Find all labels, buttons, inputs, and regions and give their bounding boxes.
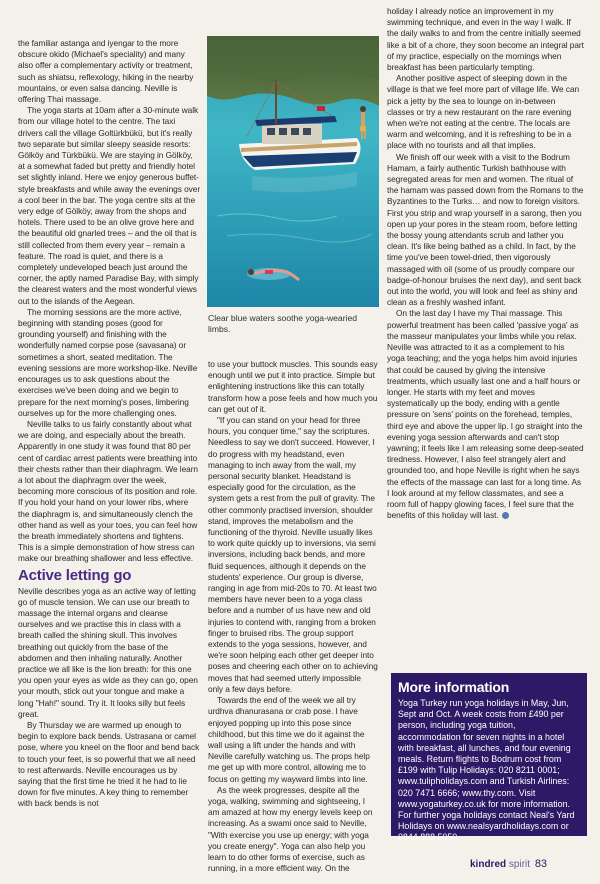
article-column-3	[387, 6, 584, 521]
paragraph: holiday I already notice an improvement in my swimming technique, and even in the way I walk. If the daily walks to and from the centre initially seemed like a bit of a chore, they soon become an integral part of my practice, especially on the mornings when breakfast has been particularly tempting.	[387, 6, 584, 73]
paragraph: Another positive aspect of sleeping down in the village is that we feel more part of village life. We can pick a jetty by the sea to lounge on in-between classes or try a new restaurant on the rare evening when we're not eating at the centre. The locals are warm and welcoming, and it is refreshing to be in a place with no tourists and all that implies.	[387, 73, 580, 151]
paragraph: Towards the end of the week we all try urdhva dhanurasana or crab pose. I have enjoyed popping up into this pose since childhood, but this time we do it against the wall using a lift under the hands and with Neville carefully watching us. The props help me get up with more control, allowing me to focus on getting my wayward limbs into line.	[208, 695, 370, 784]
end-of-article-icon	[502, 512, 509, 519]
more-information-box	[391, 673, 587, 843]
paragraph: The morning sessions are the more active, beginning with standing poses (good for grounding yourself) and finishing with the wonderfully named corpse pose (savasana) or sometimes a short, seated meditation. The evening sessions are more workshop-like. Neville encourages us to ask questions about the exercises we've been doing and we begin to prepare for the next morning's poses, limbering ourselves up for the more challenging ones.	[18, 306, 198, 418]
article-column-1	[18, 38, 201, 810]
section-heading: Active letting go	[18, 566, 132, 584]
info-box-text: Yoga Turkey run yoga holidays in May, Jun, Sept and Oct. A week costs from £490 per person, including yoga tuition, accommodation for seven nights in a hotel with breakfast, all lunches, and four evening meals. Return flights to Bodrum cost from £199 with Tulip Holidays: 020 8211 0001; www.tulipholidays.com and Turkish Airlines: 020 7471 6666; www.thy.com. Visit www.yogaturkey.co.uk for more information. For further yoga holidays contact Neal's Yard Holidays on www.nealsyardholidays.com or 0844 888 5050.	[398, 698, 575, 843]
page-footer	[470, 858, 547, 870]
paragraph: As the week progresses, despite all the yoga, walking, swimming and sightseeing, I am amazed at how my energy levels keep on increasing. As a swami once said to Neville, "With exercise you use up energy; with yoga you create energy". Yoga can also help you learn to do other forms of exercise, such as running, in a more efficient way. On the	[208, 784, 373, 874]
paragraph: The yoga starts at 10am after a 30-minute walk from our village hotel to the centre. The taxi drivers call the village Goltürkbükü, but it's really two separate but similar sleepy seaside resorts: Gölköy and Türkbükü. We are staying in Gölköy, at a somewhat faded but pretty and friendly hotel set slightly inland. Here we enjoy generous buffet-style breakfasts and while away the evenings over a cool beer in the bar. The yoga centre sits at the very edge of Gölköy, away from the shops and hotels. There used to be an olive grove here and the beautiful old gnarled trees – and the oil that is still collected from them every year – remain a feature. The road is quiet, and there is a completely undeveloped beach just around the corner, the aptly named Paradise Bay, with simply the clearest waters and the most wonderful views out to the islands of the Aegean.	[18, 105, 201, 306]
info-box-title: More information	[398, 679, 510, 695]
paragraph: to use your buttock muscles. This sounds easy enough until we put it into practice. Simple but enlightening instructions like this can totally transform how a pose feels and how much you can get out of it.	[208, 359, 378, 414]
paragraph: Neville describes yoga as an active way of letting go of muscle tension. We can use our breath to massage the internal organs and cleanse ourselves and we practise this in class with a breath called the shining skull. This involves breathing out quickly from the base of the abdomen and then inhaling naturally. Another practice we all like is the lion breath: for this one you open your eyes as wide as they can go, open your mouth, stick out your tongue and make a long "Hah!" sound. Try it. It looks silly but feels great.	[18, 585, 198, 719]
paragraph-text: On the last day I have my Thai massage. This powerful treatment has been called 'passive yoga' as the masseur manipulates your limbs while you relax. Neville was attracted to it as a complement to his yoga teaching; and the yoga helps him avoid injuries that could be caused by giving the intensive treatments, which usually last one and a half hours or longer. He starts with my feet and moves systematically up the body, ending with a gentle pressure on 'sens' points on the forehead, temples, third eye and above the upper lip. I go straight into the evening yoga session afterwards and can't stop yawning; it feels like I am releasing some deep-seated tiredness. However, I also feel strangely alert and grounded too, and hope Neville is right when he says the effects of the massage can last for a long time. As I look around at my fellow classmates, and see a room full of happy glowing faces, I feel sure that the benefits of this holiday will last.	[387, 308, 584, 521]
magazine-section: spirit	[508, 859, 531, 870]
paragraph	[387, 308, 584, 521]
paragraph: We finish off our week with a visit to the Bodrum Hamam, a fairly authentic Turkish bathhouse with segregated areas for men and women. The ritual of the hamam was passed down from the Romans to the Byzantines to the Turks… and now to foreign visitors. First you strip and wrap yourself in a sarong, then you open up your pores in the steam room, before letting the bossy young attendants scrub and lather you clean. It's like being bathed as a child. In fact, by the time you've been towel-dried, then vigorously massaged with oil (some of us proudly compare our badge-of-honour bruises the next day), and sent back out into the world, you will look and feel as shiny and clean as a freshly washed infant.	[387, 151, 584, 308]
paragraph: the familiar astanga and iyengar to the more obscure okido (Michael's speciality) and many also offer a complementary activity or treatment, such as shiatsu, reflexology, hiking in the nearby mountains, or even salsa dancing. Neville is offering Thai massage.	[18, 38, 194, 105]
page-number: 83	[534, 858, 548, 870]
paragraph: "If you can stand on your head for three hours, you conquer time," say the scriptures. Needless to say we don't succeed. However, I do progress with my headstand, even managing to inch away from the wall, my personal security blanket. Headstand is especially good for the circulation, as the system gets a rest from the pull of gravity. The other commonly practised inversion, shoulder stand, improves the metabolism and the functioning of the thyroid. Neville usually likes to work quite quickly up to inversions, via semi inversions, including back bends, and more fluid sequences, although it depends on the students' experience. Our group is diverse, ranging in age from mid-20s to 70. At least two members have never been to a yoga class before and a number of us have new and old injuries to contend with, ranging from a broken finger to bruised ribs. The group support extends to the yoga sessions, however, and we're soon helping each other get deeper into poses and cheering each other on to achieving moves that had seemed utterly impossible only a few days before.	[208, 415, 378, 694]
paragraph: By Thursday we are warmed up enough to begin to explore back bends. Ustrasana or camel pose, where you kneel on the floor and bend back to touch your feet, is so powerful that we all need to rest afterwards. Neville encourages us by saying that the first time he tried it he had to lie down for five minutes. A key thing to remember with back bends is not	[18, 719, 200, 809]
photo-caption: Clear blue waters soothe yoga-wearied limbs.	[208, 313, 358, 334]
article-column-2	[208, 359, 378, 874]
magazine-name: kindred	[470, 859, 507, 870]
boat-sea-photo	[207, 36, 379, 307]
paragraph: Neville talks to us fairly constantly about what we are doing, and especially about the breath. Apparently in one study it was found that 80 per cent of cardiac arrest patients were breathing into their chests rather than their diaphragm. We learn a lot about the diaphragm over the week, becoming more conscious of its position and role. If you hold your hand on your lower ribs, where the diaphragm is, and simultaneously clench the other hand as well as your toes, you can feel how the breath immediately shortens and tightens. This is a simple demonstration of how stress can make our breathing shallower and less effective.	[18, 418, 198, 564]
